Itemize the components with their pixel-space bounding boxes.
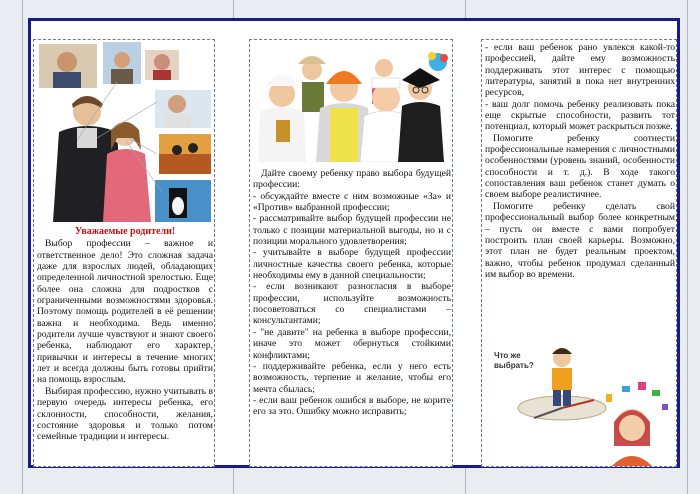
list-item: - "не давите" на ребенка в выборе профессии, иначе это может обернуться стойкими конфликтами; [253, 326, 451, 361]
guide-line [22, 0, 23, 494]
paragraph: Дайте своему ребенку право выбора будущей профессии: [253, 168, 451, 191]
heading-dear-parents: Уважаемые родители! [74, 226, 176, 237]
brochure-page [28, 18, 680, 468]
list-item: - рассматривайте выбор будущей профессии не только с позиции материальной выгоды, но и с позиции морального удовлетворения; [253, 213, 451, 248]
list-item: - если возникают разногласия в выборе профессии, используйте возможность посоветоваться со специалистами – консультантами; [253, 281, 451, 327]
list-item: - если ваш ребенок ошибся в выборе, не корите его за это. Ошибку можно исправить; [253, 394, 451, 418]
paragraph: Выбор профессии – важное и ответственное дело! Это сложная задача даже для взрослых людей, обладающих определенной личностной зрелостью. Еще более она сложна для подростков с ограниченными возможностями здоровья. Поэтому помощь родителей в её решении важна и необходима. Ведь именно родители лучше чувствуют и знают своего ребенка, наблюдают его характер, привычки и интересы в течение многих лет и всегда должны быть готовы прийти на помощь взрослым. [37, 238, 213, 386]
paragraph: Помогите ребенку сделать свой профессиональный выбор более конкретным – пусть он вместе с вами попробует построить план своей карьеры. Возможно, этот план не будет реальным проектом, важно, чтобы ребенок продумал сделанный им выбор во времени. [485, 200, 675, 280]
list-item: - ваш долг помочь ребенку реализовать пока еще скрытые способности, развить тот потенциал, который может раскрыться позже. [485, 98, 675, 133]
caption-line-2: выбрать? [494, 361, 534, 370]
parents-collage-image [37, 42, 213, 222]
kids-professions-image [250, 42, 452, 162]
list-item: - учитывайте в выборе будущей профессии личностные качества своего ребенка, которые необходимы ему в данной специальности; [253, 247, 451, 282]
column-2 [249, 39, 453, 467]
what-to-choose-image [482, 318, 677, 467]
guide-line [687, 0, 688, 494]
paragraph: Помогите ребенку соотнести профессиональные намерения с личностными особенностями (уровень знаний, особенности способности и т. д.). В ходе такого сопоставления ваш ребенок станет думать о своем выборе реалистичнее. [485, 132, 675, 201]
column-1 [33, 39, 215, 467]
column-3 [481, 39, 677, 467]
caption-line-1: Что же [494, 351, 521, 360]
list-item: - поддерживайте ребенка, если у него есть возможность, терпение и желание, чтобы его мечта сбылась; [253, 360, 451, 395]
list-item: - обсуждайте вместе с ним возможные «За» и «Против» выбранной профессии; [253, 190, 451, 214]
paragraph: Выбирая профессию, нужно учитывать в первую очередь интересы ребенка, его склонности, способности, желания, состояние здоровья и только потом семейные традиции и интересы. [37, 385, 213, 443]
list-item: - если ваш ребенок рано увлекся какой-то профессией, дайте ему возможность поддерживать этот интерес с помощью литературы, занятий в пока нет внутренних ресурсов, [485, 42, 675, 99]
